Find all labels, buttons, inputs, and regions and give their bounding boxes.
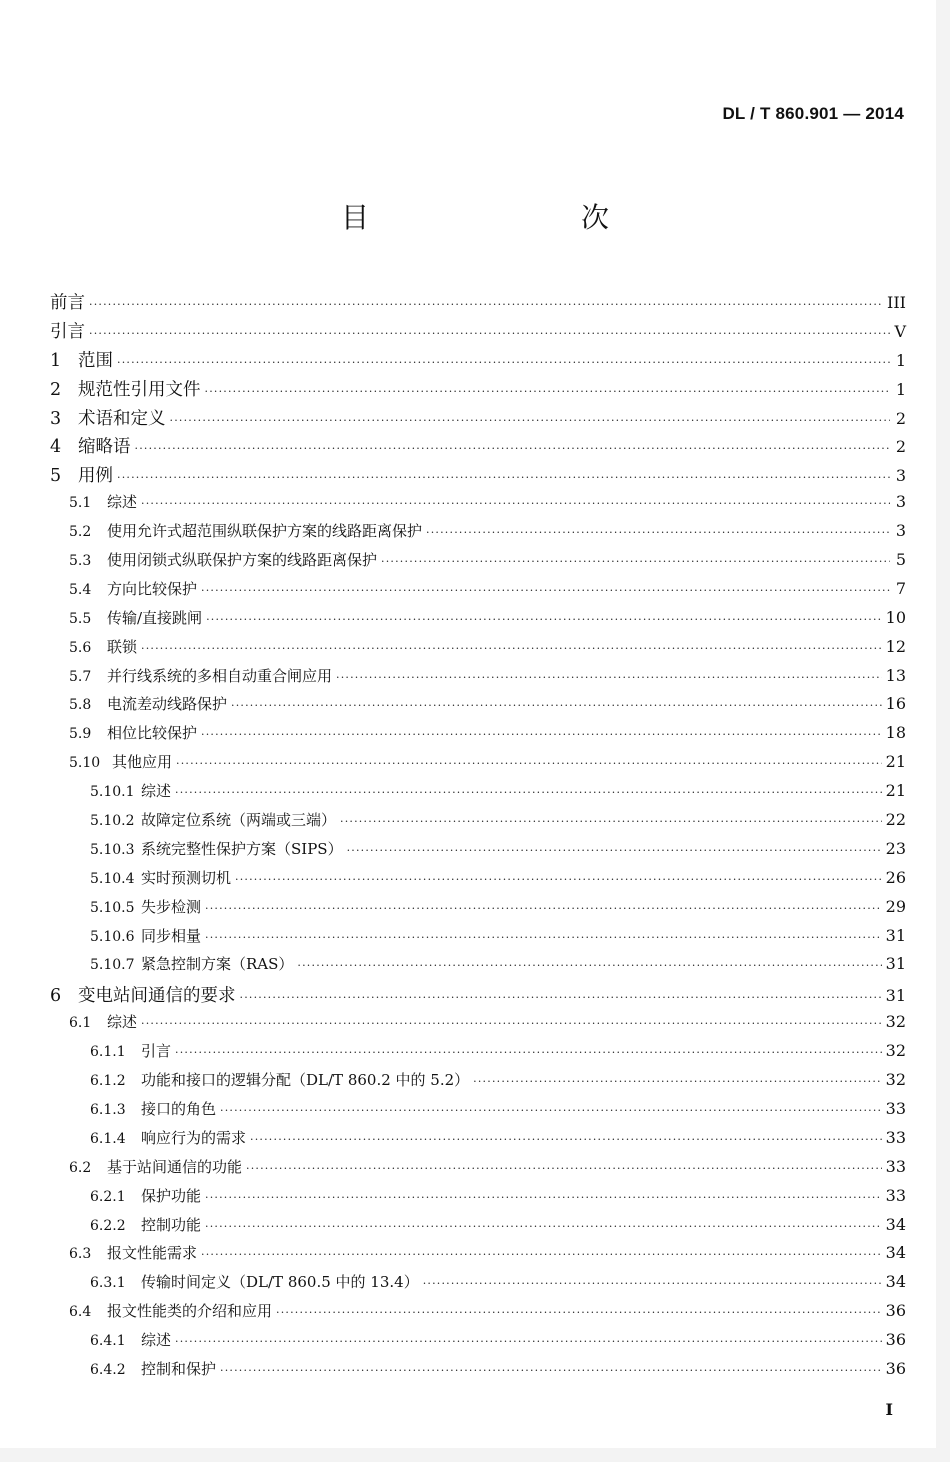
- toc-entry[interactable]: [50, 1242, 906, 1271]
- toc-dot-leader: [246, 1162, 882, 1175]
- toc-entry-page: 29: [885, 896, 906, 916]
- toc-dot-leader: [141, 642, 882, 655]
- toc-entry-number: 6.1: [69, 1015, 92, 1032]
- toc-entry-number: 6.4.1: [90, 1333, 126, 1350]
- toc-entry-number: 5.10.3: [90, 841, 135, 858]
- toc-dot-leader: [220, 1364, 882, 1377]
- toc-entry[interactable]: [50, 1069, 906, 1098]
- toc-dot-leader: [336, 671, 882, 684]
- toc-dot-leader: [231, 699, 882, 712]
- toc-dot-leader: [297, 959, 881, 972]
- toc-entry[interactable]: [50, 953, 906, 982]
- toc-dot-leader: [205, 931, 882, 944]
- toc-entry[interactable]: [50, 896, 906, 925]
- toc-entry-number: 6.2.2: [90, 1217, 126, 1234]
- toc-entry-number: 6.2: [69, 1159, 92, 1176]
- toc-entry-number: 5.8: [69, 697, 92, 714]
- toc-entry-title: 其他应用: [112, 753, 173, 772]
- toc-entry-page: 7: [895, 578, 906, 598]
- toc-entry-page: 22: [885, 810, 906, 830]
- toc-entry-title: 接口的角色: [141, 1099, 217, 1118]
- toc-entry-number: 5.4: [69, 581, 92, 598]
- toc-entry-number: 5.5: [69, 610, 92, 627]
- toc-entry-page: 33: [885, 1156, 906, 1176]
- toc-entry-page: V: [894, 321, 906, 341]
- toc-entry-page: 10: [885, 607, 906, 627]
- toc-entry-title: 方向比较保护: [107, 579, 198, 598]
- toc-entry[interactable]: [50, 1040, 906, 1069]
- toc-dot-leader: [220, 1104, 882, 1117]
- toc-dot-leader: [250, 1133, 882, 1146]
- toc-entry-title: 术语和定义: [78, 408, 166, 429]
- toc-entry-page: 36: [885, 1358, 906, 1378]
- toc-entry-number: 5: [50, 466, 62, 487]
- toc-entry[interactable]: [50, 607, 906, 636]
- toc-entry-page: 12: [885, 636, 906, 656]
- toc-entry-page: 26: [885, 867, 906, 887]
- toc-entry-title: 传输/直接跳闸: [107, 608, 203, 627]
- toc-entry-number: 5.9: [69, 726, 92, 743]
- toc-entry[interactable]: [50, 838, 906, 867]
- toc-entry[interactable]: [50, 347, 906, 376]
- toc-entry[interactable]: [50, 780, 906, 809]
- toc-dot-leader: [201, 584, 890, 597]
- toc-dot-leader: [170, 414, 891, 427]
- toc-entry-title: 用例: [78, 466, 113, 487]
- toc-entry-page: III: [887, 293, 906, 312]
- toc-title: 目 次: [340, 201, 661, 234]
- toc-dot-leader: [89, 327, 890, 340]
- toc-entry[interactable]: [50, 722, 906, 751]
- toc-entry-title: 基于站间通信的功能: [107, 1157, 243, 1176]
- toc-entry[interactable]: [50, 1156, 906, 1185]
- toc-entry[interactable]: [50, 549, 906, 578]
- toc-entry[interactable]: [50, 1011, 906, 1040]
- toc-entry[interactable]: [50, 751, 906, 780]
- toc-entry-number: 6.3.1: [90, 1275, 126, 1292]
- toc-dot-leader: [117, 356, 890, 369]
- toc-dot-leader: [340, 815, 882, 828]
- toc-entry[interactable]: [50, 867, 906, 896]
- toc-entry-number: 5.10.7: [90, 957, 135, 974]
- toc-entry-title: 缩略语: [78, 437, 131, 458]
- toc-dot-leader: [89, 298, 883, 311]
- toc-entry-title: 报文性能需求: [107, 1244, 198, 1263]
- toc-entry-page: 16: [885, 694, 906, 714]
- toc-dot-leader: [206, 613, 882, 626]
- toc-entry-title: 电流差动线路保护: [107, 695, 228, 714]
- toc-entry-number: 3: [50, 408, 62, 429]
- toc-dot-leader: [276, 1306, 882, 1319]
- toc-entry-page: 21: [885, 752, 906, 772]
- toc-entry-number: 6.4: [69, 1304, 92, 1321]
- toc-entry-number: 5.10.5: [90, 899, 135, 916]
- toc-entry-page: 31: [885, 954, 906, 974]
- toc-entry-number: 6.3: [69, 1246, 92, 1263]
- toc-entry[interactable]: [50, 318, 906, 347]
- toc-entry-title: 范围: [78, 350, 113, 371]
- toc-dot-leader: [423, 1277, 882, 1290]
- toc-entry-page: 34: [885, 1243, 906, 1263]
- toc-entry[interactable]: [50, 1329, 906, 1358]
- toc-entry-page: 33: [885, 1185, 906, 1205]
- toc-dot-leader: [135, 442, 891, 455]
- toc-entry-page: 34: [885, 1272, 906, 1292]
- toc-entry-number: 5.7: [69, 668, 92, 685]
- toc-entry-page: 23: [885, 838, 906, 858]
- toc-dot-leader: [176, 757, 882, 770]
- toc-entry-title: 控制功能: [141, 1215, 202, 1234]
- toc-entry[interactable]: [50, 1185, 906, 1214]
- toc-entry-page: 3: [895, 521, 906, 541]
- toc-entry[interactable]: [50, 665, 906, 694]
- toc-dot-leader: [117, 471, 890, 484]
- toc-entry-number: 5.10.6: [90, 928, 135, 945]
- toc-entry-number: 5.10.4: [90, 870, 135, 887]
- toc-entry-title: 系统完整性保护方案（SIPS）: [141, 839, 343, 858]
- toc-entry-page: 13: [885, 665, 906, 685]
- toc-entry-title: 使用闭锁式纵联保护方案的线路距离保护: [107, 551, 378, 570]
- toc-entry-page: 3: [895, 492, 906, 512]
- toc-entry-page: 33: [885, 1127, 906, 1147]
- table-of-contents: [50, 289, 906, 1387]
- toc-entry-page: 31: [885, 986, 906, 1006]
- toc-dot-leader: [175, 786, 882, 799]
- toc-dot-leader: [205, 385, 891, 398]
- page-edge-bottom: [0, 1448, 950, 1462]
- toc-entry-title: 联锁: [107, 637, 138, 656]
- toc-entry[interactable]: [50, 982, 906, 1011]
- toc-entry-title: 并行线系统的多相自动重合闸应用: [107, 666, 333, 685]
- toc-entry-title: 变电站间通信的要求: [78, 986, 236, 1007]
- toc-entry[interactable]: [50, 433, 906, 462]
- toc-dot-leader: [240, 991, 882, 1004]
- toc-dot-leader: [201, 1248, 882, 1261]
- toc-entry-number: 6.1.1: [90, 1044, 126, 1061]
- toc-entry[interactable]: [50, 925, 906, 954]
- toc-entry-number: 6.4.2: [90, 1361, 126, 1378]
- toc-entry-number: 5.10.1: [90, 784, 135, 801]
- toc-entry[interactable]: [50, 693, 906, 722]
- toc-entry-number: 6.1.4: [90, 1130, 126, 1147]
- toc-entry-title: 保护功能: [141, 1186, 202, 1205]
- toc-entry-page: 32: [885, 1041, 906, 1061]
- toc-entry-title: 前言: [50, 293, 85, 313]
- standard-number: DL / T 860.901 — 2014: [722, 104, 904, 123]
- toc-dot-leader: [426, 526, 890, 539]
- toc-entry[interactable]: [50, 809, 906, 838]
- toc-entry-title: 综述: [107, 493, 138, 512]
- toc-entry-page: 1: [895, 350, 906, 370]
- toc-dot-leader: [347, 844, 882, 857]
- toc-entry-title: 故障定位系统（两端或三端）: [141, 811, 337, 830]
- toc-entry-page: 2: [895, 408, 906, 428]
- toc-entry-title: 功能和接口的逻辑分配（DL/T 860.2 中的 5.2）: [141, 1071, 470, 1090]
- toc-entry-number: 6: [50, 986, 62, 1007]
- toc-dot-leader: [201, 728, 882, 741]
- toc-entry-page: 3: [895, 466, 906, 486]
- toc-entry[interactable]: [50, 289, 906, 318]
- toc-entry-page: 32: [885, 1012, 906, 1032]
- toc-entry[interactable]: [50, 1358, 906, 1387]
- toc-entry-number: 5.10: [69, 755, 101, 772]
- toc-entry-title: 控制和保护: [141, 1359, 217, 1378]
- toc-entry-page: 2: [895, 437, 906, 457]
- toc-entry-number: 4: [50, 437, 62, 458]
- toc-entry-title: 传输时间定义（DL/T 860.5 中的 13.4）: [141, 1273, 419, 1292]
- toc-entry[interactable]: [50, 491, 906, 520]
- toc-entry-title: 使用允许式超范围纵联保护方案的线路距离保护: [107, 522, 423, 541]
- toc-entry-title: 失步检测: [141, 897, 202, 916]
- toc-entry[interactable]: [50, 1214, 906, 1243]
- toc-entry-number: 2: [50, 379, 62, 400]
- toc-dot-leader: [381, 555, 890, 568]
- toc-dot-leader: [205, 1220, 882, 1233]
- toc-entry[interactable]: [50, 520, 906, 549]
- toc-entry-title: 引言: [50, 321, 85, 342]
- toc-entry-title: 相位比较保护: [107, 724, 198, 743]
- toc-dot-leader: [141, 497, 890, 510]
- toc-dot-leader: [205, 902, 882, 915]
- toc-dot-leader: [235, 873, 882, 886]
- toc-dot-leader: [141, 1017, 882, 1030]
- page-number: I: [885, 1400, 893, 1419]
- toc-entry-number: 5.3: [69, 553, 92, 570]
- toc-entry-page: 36: [885, 1301, 906, 1321]
- toc-entry-title: 综述: [107, 1013, 138, 1032]
- toc-dot-leader: [205, 1191, 882, 1204]
- toc-entry-page: 18: [885, 723, 906, 743]
- toc-entry-number: 5.1: [69, 495, 92, 512]
- toc-entry-number: 5.10.2: [90, 813, 135, 830]
- toc-entry-title: 实时预测切机: [141, 868, 232, 887]
- toc-entry-title: 综述: [141, 1331, 172, 1350]
- toc-entry[interactable]: [50, 1127, 906, 1156]
- toc-entry-title: 规范性引用文件: [78, 379, 201, 400]
- toc-dot-leader: [473, 1075, 881, 1088]
- toc-entry[interactable]: [50, 1271, 906, 1300]
- toc-entry-title: 响应行为的需求: [141, 1128, 247, 1147]
- toc-entry-number: 5.6: [69, 639, 92, 656]
- toc-entry-page: 34: [885, 1214, 906, 1234]
- toc-entry[interactable]: [50, 376, 906, 405]
- toc-entry[interactable]: [50, 405, 906, 434]
- toc-entry-page: 21: [885, 781, 906, 801]
- toc-entry-number: 6.1.2: [90, 1073, 126, 1090]
- toc-entry-number: 5.2: [69, 524, 92, 541]
- toc-entry-page: 33: [885, 1098, 906, 1118]
- toc-entry-number: 6.2.1: [90, 1188, 126, 1205]
- toc-entry-title: 紧急控制方案（RAS）: [141, 955, 294, 974]
- toc-entry-title: 综述: [141, 782, 172, 801]
- toc-entry[interactable]: [50, 578, 906, 607]
- toc-entry-number: 6.1.3: [90, 1101, 126, 1118]
- toc-dot-leader: [175, 1046, 882, 1059]
- toc-entry-page: 31: [885, 925, 906, 945]
- toc-entry-title: 报文性能类的介绍和应用: [107, 1302, 273, 1321]
- toc-entry-page: 32: [885, 1070, 906, 1090]
- toc-entry-number: 1: [50, 350, 62, 371]
- toc-entry-title: 引言: [141, 1042, 172, 1061]
- toc-entry[interactable]: [50, 636, 906, 665]
- toc-entry-page: 1: [895, 379, 906, 399]
- toc-dot-leader: [175, 1335, 882, 1348]
- toc-entry-title: 同步相量: [141, 926, 202, 945]
- toc-entry[interactable]: [50, 462, 906, 491]
- toc-entry-page: 36: [885, 1330, 906, 1350]
- toc-entry[interactable]: [50, 1098, 906, 1127]
- toc-entry[interactable]: [50, 1300, 906, 1329]
- toc-entry-page: 5: [895, 550, 906, 570]
